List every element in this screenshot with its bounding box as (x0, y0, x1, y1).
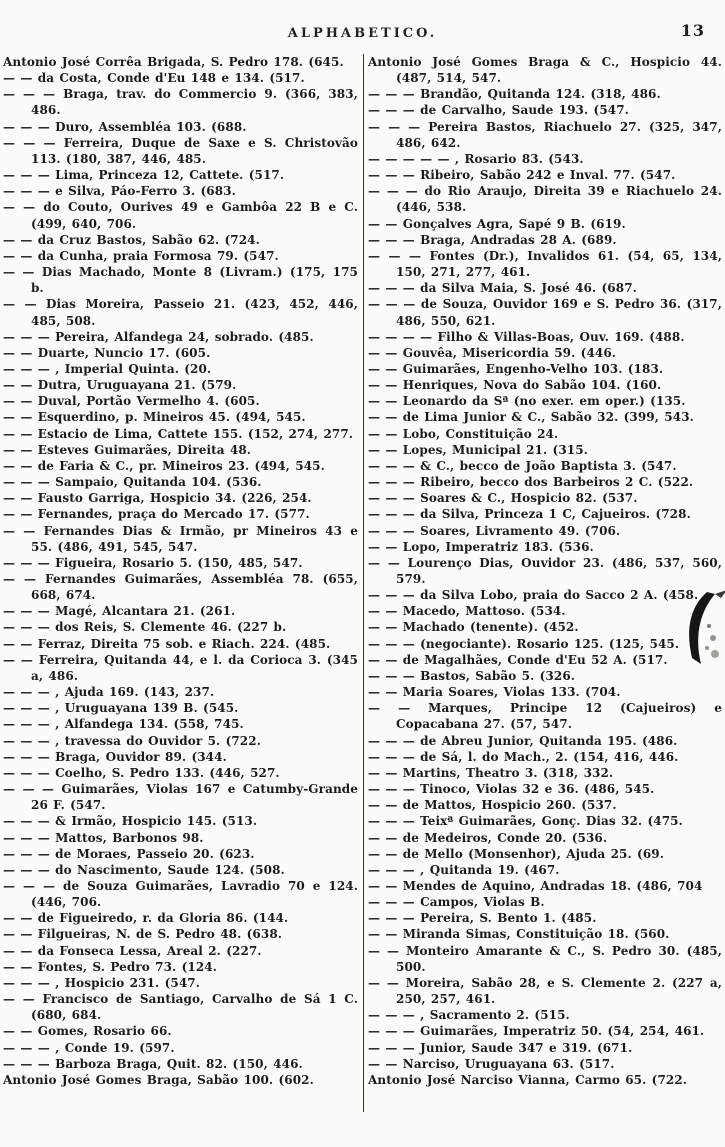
directory-entry: — — Martins, Theatro 3. (318, 332. (368, 765, 614, 780)
directory-entry: — — de Figueiredo, r. da Gloria 86. (144. (3, 911, 289, 926)
directory-entry: — — Moreira, Sabão 28, e S. Clemente 2. (227 a, 250, 257, 461. (368, 975, 722, 1007)
directory-entry: — — — , Hospicio 231. (547. (3, 975, 200, 990)
directory-entry: — — Fernandes Dias & Irmão, pr Mineiros 43 e 55. (486, 491, 545, 547. (3, 523, 358, 554)
directory-entry: — — — Brandão, Quitanda 124. (318, 486. (368, 87, 661, 102)
directory-entry: — — — Barboza Braga, Quit. 82. (150, 446. (3, 1056, 303, 1071)
directory-entry: — — de Medeiros, Conde 20. (536. (368, 830, 608, 845)
directory-entry: — — — Teixª Guimarães, Gonç. Dias 32. (475. (368, 814, 683, 829)
directory-entry: — — — , Ajuda 169. (143, 237. (3, 685, 215, 700)
directory-entry: — — Estacio de Lima, Cattete 155. (152, 274, 277. (3, 426, 354, 441)
directory-entry: — — — de Sá, l. do Mach., 2. (154, 416, 446. (368, 749, 679, 764)
directory-entry: — — de Lima Junior & C., Sabão 32. (399, 543. (368, 410, 694, 425)
directory-entry: — — — , Uruguayana 139 B. (545. (3, 701, 239, 716)
directory-entry: — — Monteiro Amarante & C., S. Pedro 30. (485, 500. (368, 943, 722, 974)
directory-entry: — — — & Irmão, Hospicio 145. (513. (3, 814, 258, 829)
directory-entry: — — Duval, Portão Vermelho 4. (605. (3, 394, 260, 409)
directory-entry: — — — Magé, Alcantara 21. (261. (3, 604, 236, 619)
directory-entry: — — — Lima, Princeza 12, Cattete. (517. (3, 168, 285, 183)
directory-entry: — — Francisco de Santiago, Carvalho de Sá 1 C. (680, 684. (3, 992, 358, 1023)
directory-entry: — — Gouvêa, Misericordia 59. (446. (368, 345, 617, 360)
directory-entry: — — Miranda Simas, Constituição 18. (560. (368, 927, 670, 942)
directory-entry: — — — Campos, Violas B. (368, 895, 545, 910)
directory-entry: — — Mendes de Aquino, Andradas 18. (486, 704 (368, 878, 703, 893)
directory-entry: — — — dos Reis, S. Clemente 46. (227 b. (3, 620, 287, 635)
directory-entry: — — — — Filho & Villas-Boas, Ouv. 169. (488. (368, 329, 685, 344)
directory-entry: — — Dias Moreira, Passeio 21. (423, 452, 446, 485, 508. (3, 297, 358, 328)
directory-entry: — — — , Alfandega 134. (558, 745. (3, 717, 244, 732)
directory-entry: — — Fernandes Guimarães, Assembléa 78. (655, 668, 674. (3, 572, 358, 603)
directory-entry: Antonio José Narciso Vianna, Carmo 65. (722. (368, 1072, 688, 1087)
directory-entry: — — Esquerdino, p. Mineiros 45. (494, 545. (3, 410, 306, 425)
directory-entry: — — — Soares, Livramento 49. (706. (368, 523, 621, 538)
directory-entry: — — — Pereira, S. Bento 1. (485. (368, 911, 597, 926)
directory-entry: — — — Guimarães, Imperatriz 50. (54, 254, 461. (368, 1024, 705, 1039)
directory-entry: — — Gomes, Rosario 66. (3, 1024, 172, 1039)
directory-entry: — — Maria Soares, Violas 133. (704. (368, 685, 621, 700)
directory-entry: — — — de Moraes, Passeio 20. (623. (3, 846, 255, 861)
directory-entry: — — — Pereira Bastos, Riachuelo 27. (325, 347, 486, 642. (368, 119, 722, 150)
directory-entry: — — Ferraz, Direita 75 sob. e Riach. 224. (485. (3, 636, 331, 651)
directory-entry: — — — do Nascimento, Saude 124. (508. (3, 862, 285, 877)
directory-entry: — — — de Abreu Junior, Quitanda 195. (486. (368, 733, 678, 748)
directory-entry: — — — Coelho, S. Pedro 133. (446, 527. (3, 765, 280, 780)
directory-entry: — — Lopes, Municipal 21. (315. (368, 442, 588, 457)
directory-entry: — — Gonçalves Agra, Sapé 9 B. (619. (368, 216, 626, 231)
directory-entry: — — Macedo, Mattoso. (534. (368, 604, 566, 619)
directory-entry: — — — Duro, Assembléa 103. (688. (3, 119, 247, 134)
directory-entry: — — Lourenço Dias, Ouvidor 23. (486, 537, 560, 579. (368, 555, 722, 586)
directory-column-right (362, 54, 724, 1088)
directory-entry: — — de Mello (Monsenhor), Ajuda 25. (69. (368, 846, 664, 861)
directory-entry: — — Filgueiras, N. de S. Pedro 48. (638. (3, 927, 283, 942)
directory-entry: — — Henriques, Nova do Sabão 104. (160. (368, 378, 662, 393)
directory-entry: — — — , Quitanda 19. (467. (368, 862, 560, 877)
directory-entry: — — de Faria & C., pr. Mineiros 23. (494, 545. (3, 458, 325, 473)
directory-entry: — — Fernandes, praça do Mercado 17. (577. (3, 507, 310, 522)
directory-entry: — — da Cunha, praia Formosa 79. (547. (3, 248, 279, 263)
directory-entry: — — Lobo, Constituição 24. (368, 426, 559, 441)
directory-entry: — — — da Silva Lobo, praia do Sacco 2 A. (458. (368, 588, 699, 603)
directory-entry: — — — & C., becco de João Baptista 3. (547. (368, 458, 677, 473)
directory-entry: — — — Guimarães, Violas 167 e Catumby-Grande 26 F. (547. (3, 782, 358, 813)
directory-entry: — — Fontes, S. Pedro 73. (124. (3, 959, 218, 974)
directory-entry: — — de Magalhães, Conde d'Eu 52 A. (517. (368, 652, 668, 667)
directory-columns (0, 54, 725, 1088)
directory-entry: — — — Junior, Saude 347 e 319. (671. (368, 1040, 633, 1055)
directory-entry: — — — e Silva, Páo-Ferro 3. (683. (3, 184, 236, 199)
directory-entry: — — — Soares & C., Hospicio 82. (537. (368, 491, 638, 506)
directory-entry: — — Ferreira, Quitanda 44, e l. da Corioca 3. (345 a, 486. (3, 652, 358, 683)
running-head-title: ALPHABETICO. (287, 26, 438, 41)
directory-entry: — — Dias Machado, Monte 8 (Livram.) (175, 175 b. (3, 265, 358, 296)
directory-entry: Antonio José Corrêa Brigada, S. Pedro 178. (645. (3, 55, 344, 69)
directory-entry: — — — de Souza Guimarães, Lavradio 70 e 124. (446, 706. (3, 878, 358, 910)
directory-entry: — — Lopo, Imperatriz 183. (536. (368, 539, 594, 554)
directory-entry: — — de Mattos, Hospicio 260. (537. (368, 798, 617, 813)
directory-entry: — — — Tinoco, Violas 32 e 36. (486, 545. (368, 782, 655, 797)
directory-entry: — — da Fonseca Lessa, Areal 2. (227. (3, 943, 262, 958)
directory-entry: — — — Ferreira, Duque de Saxe e S. Christovão 113. (180, 387, 446, 485. (3, 135, 358, 166)
directory-entry: — — — , Sacramento 2. (515. (368, 1008, 570, 1023)
directory-entry: — — — Braga, Andradas 28 A. (689. (368, 232, 617, 247)
page-number: 13 (680, 21, 705, 40)
directory-entry: — — Marques, Principe 12 (Cajueiros) e Copacabana 27. (57, 547. (368, 701, 722, 732)
directory-entry: — — — de Carvalho, Saude 193. (547. (368, 103, 629, 118)
directory-entry: — — Narciso, Uruguayana 63. (517. (368, 1056, 615, 1071)
directory-entry: — — — Ribeiro, becco dos Barbeiros 2 C. (522. (368, 475, 694, 490)
directory-entry: — — — , Imperial Quinta. (20. (3, 361, 212, 376)
directory-entry: — — — de Souza, Ouvidor 169 e S. Pedro 36. (317, 486, 550, 621. (368, 297, 722, 328)
directory-entry: — — — Fontes (Dr.), Invalidos 61. (54, 65, 134, 150, 271, 277, 461. (368, 248, 722, 280)
directory-entry: — — Fausto Garriga, Hospicio 34. (226, 254. (3, 491, 312, 506)
directory-entry: — — — , Conde 19. (597. (3, 1040, 175, 1055)
directory-entry: — — Dutra, Uruguayana 21. (579. (3, 378, 237, 393)
directory-entry: Antonio José Gomes Braga & C., Hospicio 44. (487, 514, 547. (368, 55, 722, 86)
directory-entry: — — — da Silva, Princeza 1 C, Cajueiros. (728. (368, 507, 691, 522)
directory-entry: — — — (negociante). Rosario 125. (125, 545. (368, 636, 680, 651)
ink-blot-icon (677, 588, 725, 674)
directory-entry: — — — Braga, Ouvidor 89. (344. (3, 749, 227, 764)
directory-entry: — — — Ribeiro, Sabão 242 e Inval. 77. (547. (368, 168, 676, 183)
directory-entry: — — — , travessa do Ouvidor 5. (722. (3, 733, 261, 748)
directory-entry: — — — Sampaio, Quitanda 104. (536. (3, 475, 262, 490)
directory-entry: — — — Pereira, Alfandega 24, sobrado. (485. (3, 329, 314, 344)
directory-entry: Antonio José Gomes Braga, Sabão 100. (602. (3, 1072, 314, 1087)
directory-entry: — — Leonardo da Sª (no exer. em oper.) (135. (368, 394, 686, 409)
directory-entry: — — Guimarães, Engenho-Velho 103. (183. (368, 361, 664, 376)
directory-entry: — — da Cruz Bastos, Sabão 62. (724. (3, 232, 260, 247)
directory-entry: — — — — — , Rosario 83. (543. (368, 151, 584, 166)
directory-entry: — — Esteves Guimarães, Direita 48. (3, 442, 252, 457)
directory-entry: — — do Couto, Ourives 49 e Gambôa 22 B e C. (499, 640, 706. (3, 200, 358, 231)
directory-entry: — — — Bastos, Sabão 5. (326. (368, 668, 576, 683)
directory-entry: — — Duarte, Nuncio 17. (605. (3, 345, 211, 360)
directory-entry: — — — da Silva Maia, S. José 46. (687. (368, 281, 637, 296)
directory-column-left (0, 54, 362, 1088)
directory-entry: — — da Costa, Conde d'Eu 148 e 134. (517. (3, 71, 305, 86)
directory-entry: — — — Braga, trav. do Commercio 9. (366, 383, 486. (3, 87, 358, 118)
directory-entry: — — — Figueira, Rosario 5. (150, 485, 547. (3, 555, 303, 570)
directory-entry: — — — do Rio Araujo, Direita 39 e Riachuelo 24. (446, 538. (368, 184, 722, 215)
directory-entry: — — — Mattos, Barbonos 98. (3, 830, 204, 845)
directory-entry: — — Machado (tenente). (452. (368, 620, 579, 635)
